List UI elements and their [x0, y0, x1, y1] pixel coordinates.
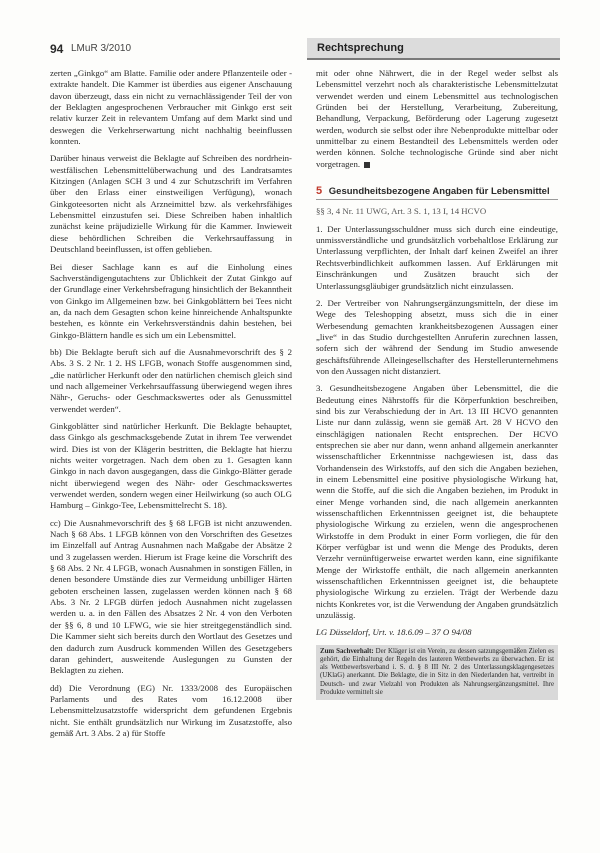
facts-text: Der Kläger ist ein Verein, zu dessen satzungsgemäßen Zielen es gehört, die Einhaltung der Regeln des lauteren Wettbewerbs zu überwachen. Er ist als Wettbewerbsverband i. S. d. § 8 III Nr. 2 des Unterlassungsklagengesetzes (UKlaG) anerkannt. Die Beklagte, die in Sitz in den Niederlanden hat, vertreibt in Deutsch- und zwar Vielzahl von Produkten als Nahrungsergänzungsmittel. Ihre Produkte vermittelt sie — [320, 647, 554, 696]
paragraph: bb) Die Beklagte beruft sich auf die Ausnahmevorschrift des § 2 Abs. 3 S. 2 Nr. 1 2. HS LFGB, wonach Stoffe ausgenommen sind, „die natürlicher Herkunft oder den natürlichen chemisch gleich sind und nach allgemeiner Verkehrsauffassung überwiegend wegen ihres Nähr-, Geruchs- oder Geschmackswertes oder als Genussmittel verwendet werden“. — [50, 346, 292, 414]
paragraph: dd) Die Verordnung (EG) Nr. 1333/2008 des Europäischen Parlaments und des Rates vom 16.12.2008 über Lebensmittelzusatzstoffe widerspricht dem gefundenen Ergebnis nicht. Sie enthält grundsätzlich nur Wirkung im Zusatzstoffe, also gemäß Art. 3 Abs. 2 a) für Stoffe — [50, 682, 292, 738]
section-name: Rechtsprechung — [317, 42, 404, 54]
paragraph: Bei dieser Sachlage kann es auf die Einholung eines Sachverständigengutachtens zur Üblichkeit der Zutat Ginkgo auf der Grundlage einer Verkehrsbefragung hinsichtlich der Bekanntheit von Ginkgo im Allgemeinen bzw. bei Ginkgoblättern bei Tees nicht an, da nach dem Gesagten schon keine hinreichende Anhaltspunkte bestehen, es könnte ein Verkehrsverständnis dahin bestehen, bei Ginkgo-Blättern handle es sich um ein Lebensmittel. — [50, 261, 292, 340]
headnote: 1. Der Unterlassungsschuldner muss sich durch eine eindeutige, unmissverständliche und grundsätzlich vorbehaltlose Erklärung zur Unterlassung verpflichten, der Inhalt darf keinen Zweifel an ihrer Rechtsverbindlichkeit aufkommen lassen. Auf Erklärungen mit Einschränkungen und Zusätzen braucht sich der Unterlassungsgläubiger grundsätzlich nicht einzulassen. — [316, 223, 558, 291]
left-column — [50, 68, 292, 739]
page-number: 94 — [50, 42, 64, 56]
paragraph: Ginkgoblätter sind natürlicher Herkunft. Die Beklagte behauptet, dass Ginkgo als geschmacksgebende Zutat in ihrem Tee verwendet wird. Dies ist von der Klägerin bestritten, die Beklagte hat hierzu nichts weiter vorgetragen. Nach dem oben zu 1. Gesagten kann Ginkgo in nach davon ausgegangen, dass die Ginkgo-Blätter gerade nicht überwiegend wegen des Nähr- oder Geschmackswertes verwendet werden, sondern wegen einer Heilwirkung (so auch OLG Hamburg – Ginkgo-Tee, Lebensmittelrecht S. 18). — [50, 420, 292, 511]
page-header — [50, 38, 560, 58]
paragraph: cc) Die Ausnahmevorschrift des § 68 LFGB ist nicht anzuwenden. Nach § 68 Abs. 1 LFGB können von den Vorschriften des Gesetzes im Einzelfall auf Antrag Ausnahmen nach Maßgabe der Absätze 2 und 3 zugelassen werden. Hierum ist Frage keine die Vorschrift des § 68 Abs. 2 Nr. 4 LFGB, wonach Ausnahmen in sonstigen Fällen, in denen besondere Umstände dies zur Vermeidung unbilliger Härten geboten erscheinen lassen, zugelassen werden können nach § 68 Abs. 3 Nr. 2 LFGB dürfen jedoch Ausnahmen nicht zugelassen werden u. a. in den Fällen des Absatzes 2 Nr. 4 von den Verboten der §§ 6, 8 und 10 LFWG, wie sie hier streitgegenständlich sind. Die Kammer sieht sich bereits durch den Wortlaut des Gesetzes und den dadurch zum Ausdruck kommenden Willen des Gesetzgebers daran gehindert, ausweitende Auslegungen zu Gunsten der Beklagten zu ziehen. — [50, 517, 292, 676]
paragraph: zerten „Ginkgo“ am Blatte. Familie oder andere Pflanzenteile oder -extrakte handelt. Die Kammer ist überdies aus eigener Anschauung davon überzeugt, dass ein nicht zu vernachlässigender Teil der von der Beklagten angesprochenen Verbraucher mit Ginkgo erst seit relativ kurzer Zeit in relevantem Umfang auf dem Markt sind und deswegen die Verkehrserwartung nicht nachhaltig beeinflussen konnten. — [50, 68, 292, 147]
section-number: 5 — [316, 185, 323, 198]
right-column — [316, 68, 558, 700]
headnote: 2. Der Vertreiber von Nahrungsergänzungsmitteln, der diese im Wege des Teleshopping absetzt, muss sich die in einer Werbesendung gemachten krankheitsbezogenen Aussagen einer „live“ in das Studio durchgestellten Anruferin zurechnen lassen, sofern sich der während der Sendung im Studio anwesende geschäftsführende Alleingesellschafter des Herstellerunternehmens von den Aussagen nicht distanziert. — [316, 297, 558, 376]
intro-paragraph — [316, 68, 558, 170]
section-title: Gesundheitsbezogene Angaben für Lebensmittel — [328, 186, 550, 198]
facts-title: Zum Sachverhalt: — [320, 647, 374, 655]
paragraph: Darüber hinaus verweist die Beklagte auf Schreiben des nordrhein-westfälischen Lebensmittelüberwachung und des Landratsamtes Kitzingen (Anlagen SCH 3 und 4 zur Schutzschrift im Verfahren über den Erlass einer einstweiligen Verfügung), wonach Ginkgoteesorten nicht als Arzneimittel bzw. als verkehrsfähiges Lebensmittel einzustufen sei. Diese Schreiben haben inhaltlich zunächst keine präjudizielle Wirkung für die Kammer. Inwieweit diese behördlichen Schreiben die Verkehrsauffassung in Deutschland beeinflussen, ist offen geblieben. — [50, 153, 292, 255]
section-tab — [307, 38, 560, 60]
facts-box — [316, 645, 558, 700]
end-of-article-mark — [364, 162, 370, 168]
court-citation: LG Düsseldorf, Urt. v. 18.6.09 – 37 O 94/08 — [316, 627, 472, 638]
intro-text: mit oder ohne Nährwert, die in der Regel weder selbst als Lebensmittel verzehrt noch als charakteristische Lebensmittelzutat verwendet werden und einem Lebensmittel aus technologischen Gründen bei der Herstellung, Verarbeitung, Zubereitung, Behandlung, Verpackung, Beförderung oder Lagerung zugesetzt werden, wodurch sie selbst oder ihre Nebenprodukte mittelbar oder unmittelbar zu einem Bestandteil des Lebensmittels werden oder werden können. Solche technologische Gründe sind aber nicht vorgetragen. — [316, 68, 558, 169]
section-heading — [316, 186, 558, 200]
section-subtitle: §§ 3, 4 Nr. 11 UWG, Art. 3 S. 1, 13 I, 14 HCVO — [316, 206, 487, 217]
issue-label: LMuR 3/2010 — [71, 43, 132, 54]
headnote: 3. Gesundheitsbezogene Angaben über Lebensmittel, die die Bedeutung eines Nährstoffs für die Körperfunktion beschreiben, sind bis zur Verabschiedung der in Art. 13 III HCVO genannten Liste nur dann zulässig, wenn sie gemäß Art. 28 V HCVO den einschlägigen nationalen Recht entsprechen. Der HCVO entsprechen sie aber nur dann, wenn anhand allgemein anerkannter wissenschaftlicher Erkenntnisse nachgewiesen ist, dass das Vorhandensein des Wirkstoffs, auf den sich die Angaben beziehen, in einem Lebensmittel eine positive physiologische Wirkung hat, wenn die Stoffe, auf die sich die Angaben beziehen, im Produkt in einer Menge vorhanden sind, die nach allgemein anerkannten wissenschaftlichen Erkenntnissen geeignet ist, die behauptete physiologische Wirkung zu erzielen, wenn die angesprochenen Wirkstoffe in dem Produkt in einer Form vorliegen, die für den Körper verfügbar ist und wenn die Menge des Produkts, deren Verzehr vernünftigerweise erwartet werden kann, eine signifikante Menge der Wirkstoffe enthält, die nach allgemein anerkannten wissenschaftlichen Erkenntnissen geeignet ist, die behauptete physiologische Wirkung zu erzielen. Trägt der Werbende dazu nichts Konkretes vor, ist die Verwendung der Angaben grundsätzlich unzulässig. — [316, 383, 558, 621]
